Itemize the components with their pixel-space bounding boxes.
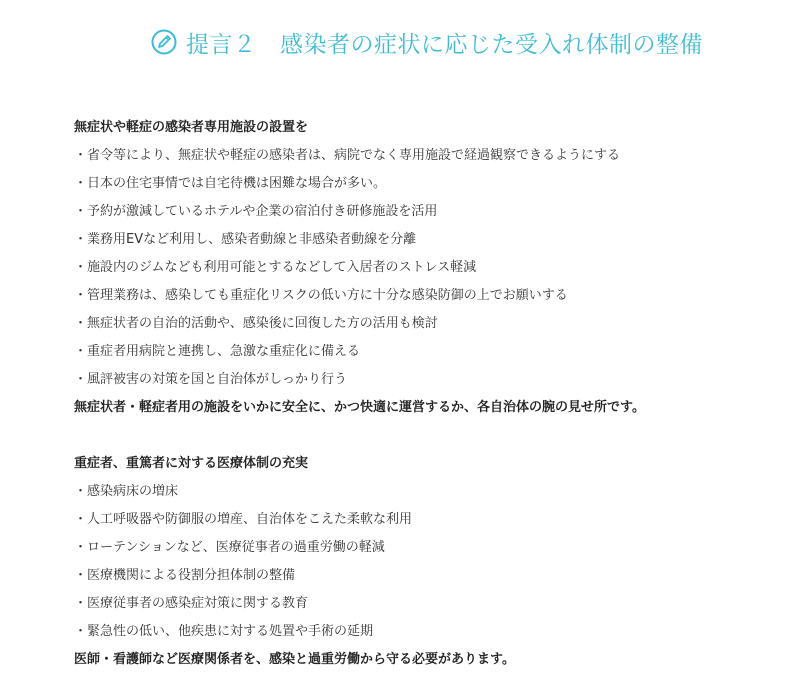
list-item: ・業務用EVなど利用し、感染者動線と非感染者動線を分離 <box>74 232 417 247</box>
list-item: ・ローテンションなど、医療従事者の過重労働の軽減 <box>74 540 385 555</box>
page-title: 提言２ 感染者の症状に応じた受入れ体制の整備 <box>186 31 703 58</box>
section-heading: 無症状や軽症の感染者専用施設の設置を <box>74 120 309 135</box>
list-item: ・施設内のジムなども利用可能とするなどして入居者のストレス軽減 <box>74 260 477 275</box>
list-item: ・人工呼吸器や防御服の増産、自治体をこえた柔軟な利用 <box>74 512 413 527</box>
page-title-row <box>150 22 786 62</box>
list-item: ・風評被害の対策を国と自治体がしっかり行う <box>74 372 348 387</box>
list-item: ・緊急性の低い、他疾患に対する処置や手術の延期 <box>74 624 374 639</box>
pen-icon <box>150 28 178 56</box>
section-severe-cases <box>74 450 780 674</box>
section-summary: 無症状者・軽症者用の施設をいかに安全に、かつ快適に運営するか、各自治体の腕の見せ所です。 <box>74 400 645 415</box>
list-item: ・医療従事者の感染症対策に関する教育 <box>74 596 309 611</box>
list-item: ・重症者用病院と連携し、急激な重症化に備える <box>74 344 361 359</box>
list-item: ・省令等により、無症状や軽症の感染者は、病院でなく専用施設で経過観察できるようにする <box>74 148 621 163</box>
bullet-list <box>74 478 780 646</box>
bullet-list <box>74 142 780 394</box>
list-item: ・日本の住宅事情では自宅待機は困難な場合が多い。 <box>74 176 387 191</box>
section-heading: 重症者、重篤者に対する医療体制の充実 <box>74 456 309 471</box>
section-light-cases <box>74 114 780 422</box>
list-item: ・管理業務は、感染しても重症化リスクの低い方に十分な感染防御の上でお願いする <box>74 288 568 303</box>
section-summary: 医師・看護師など医療関係者を、感染と過重労働から守る必要があります。 <box>74 652 515 667</box>
section-divider <box>74 422 780 450</box>
list-item: ・予約が激減しているホテルや企業の宿泊付き研修施設を活用 <box>74 204 438 219</box>
list-item: ・医療機関による役割分担体制の整備 <box>74 568 296 583</box>
list-item: ・感染病床の増床 <box>74 484 179 499</box>
document-body <box>74 114 780 674</box>
list-item: ・無症状者の自治的活動や、感染後に回復した方の活用も検討 <box>74 316 438 331</box>
